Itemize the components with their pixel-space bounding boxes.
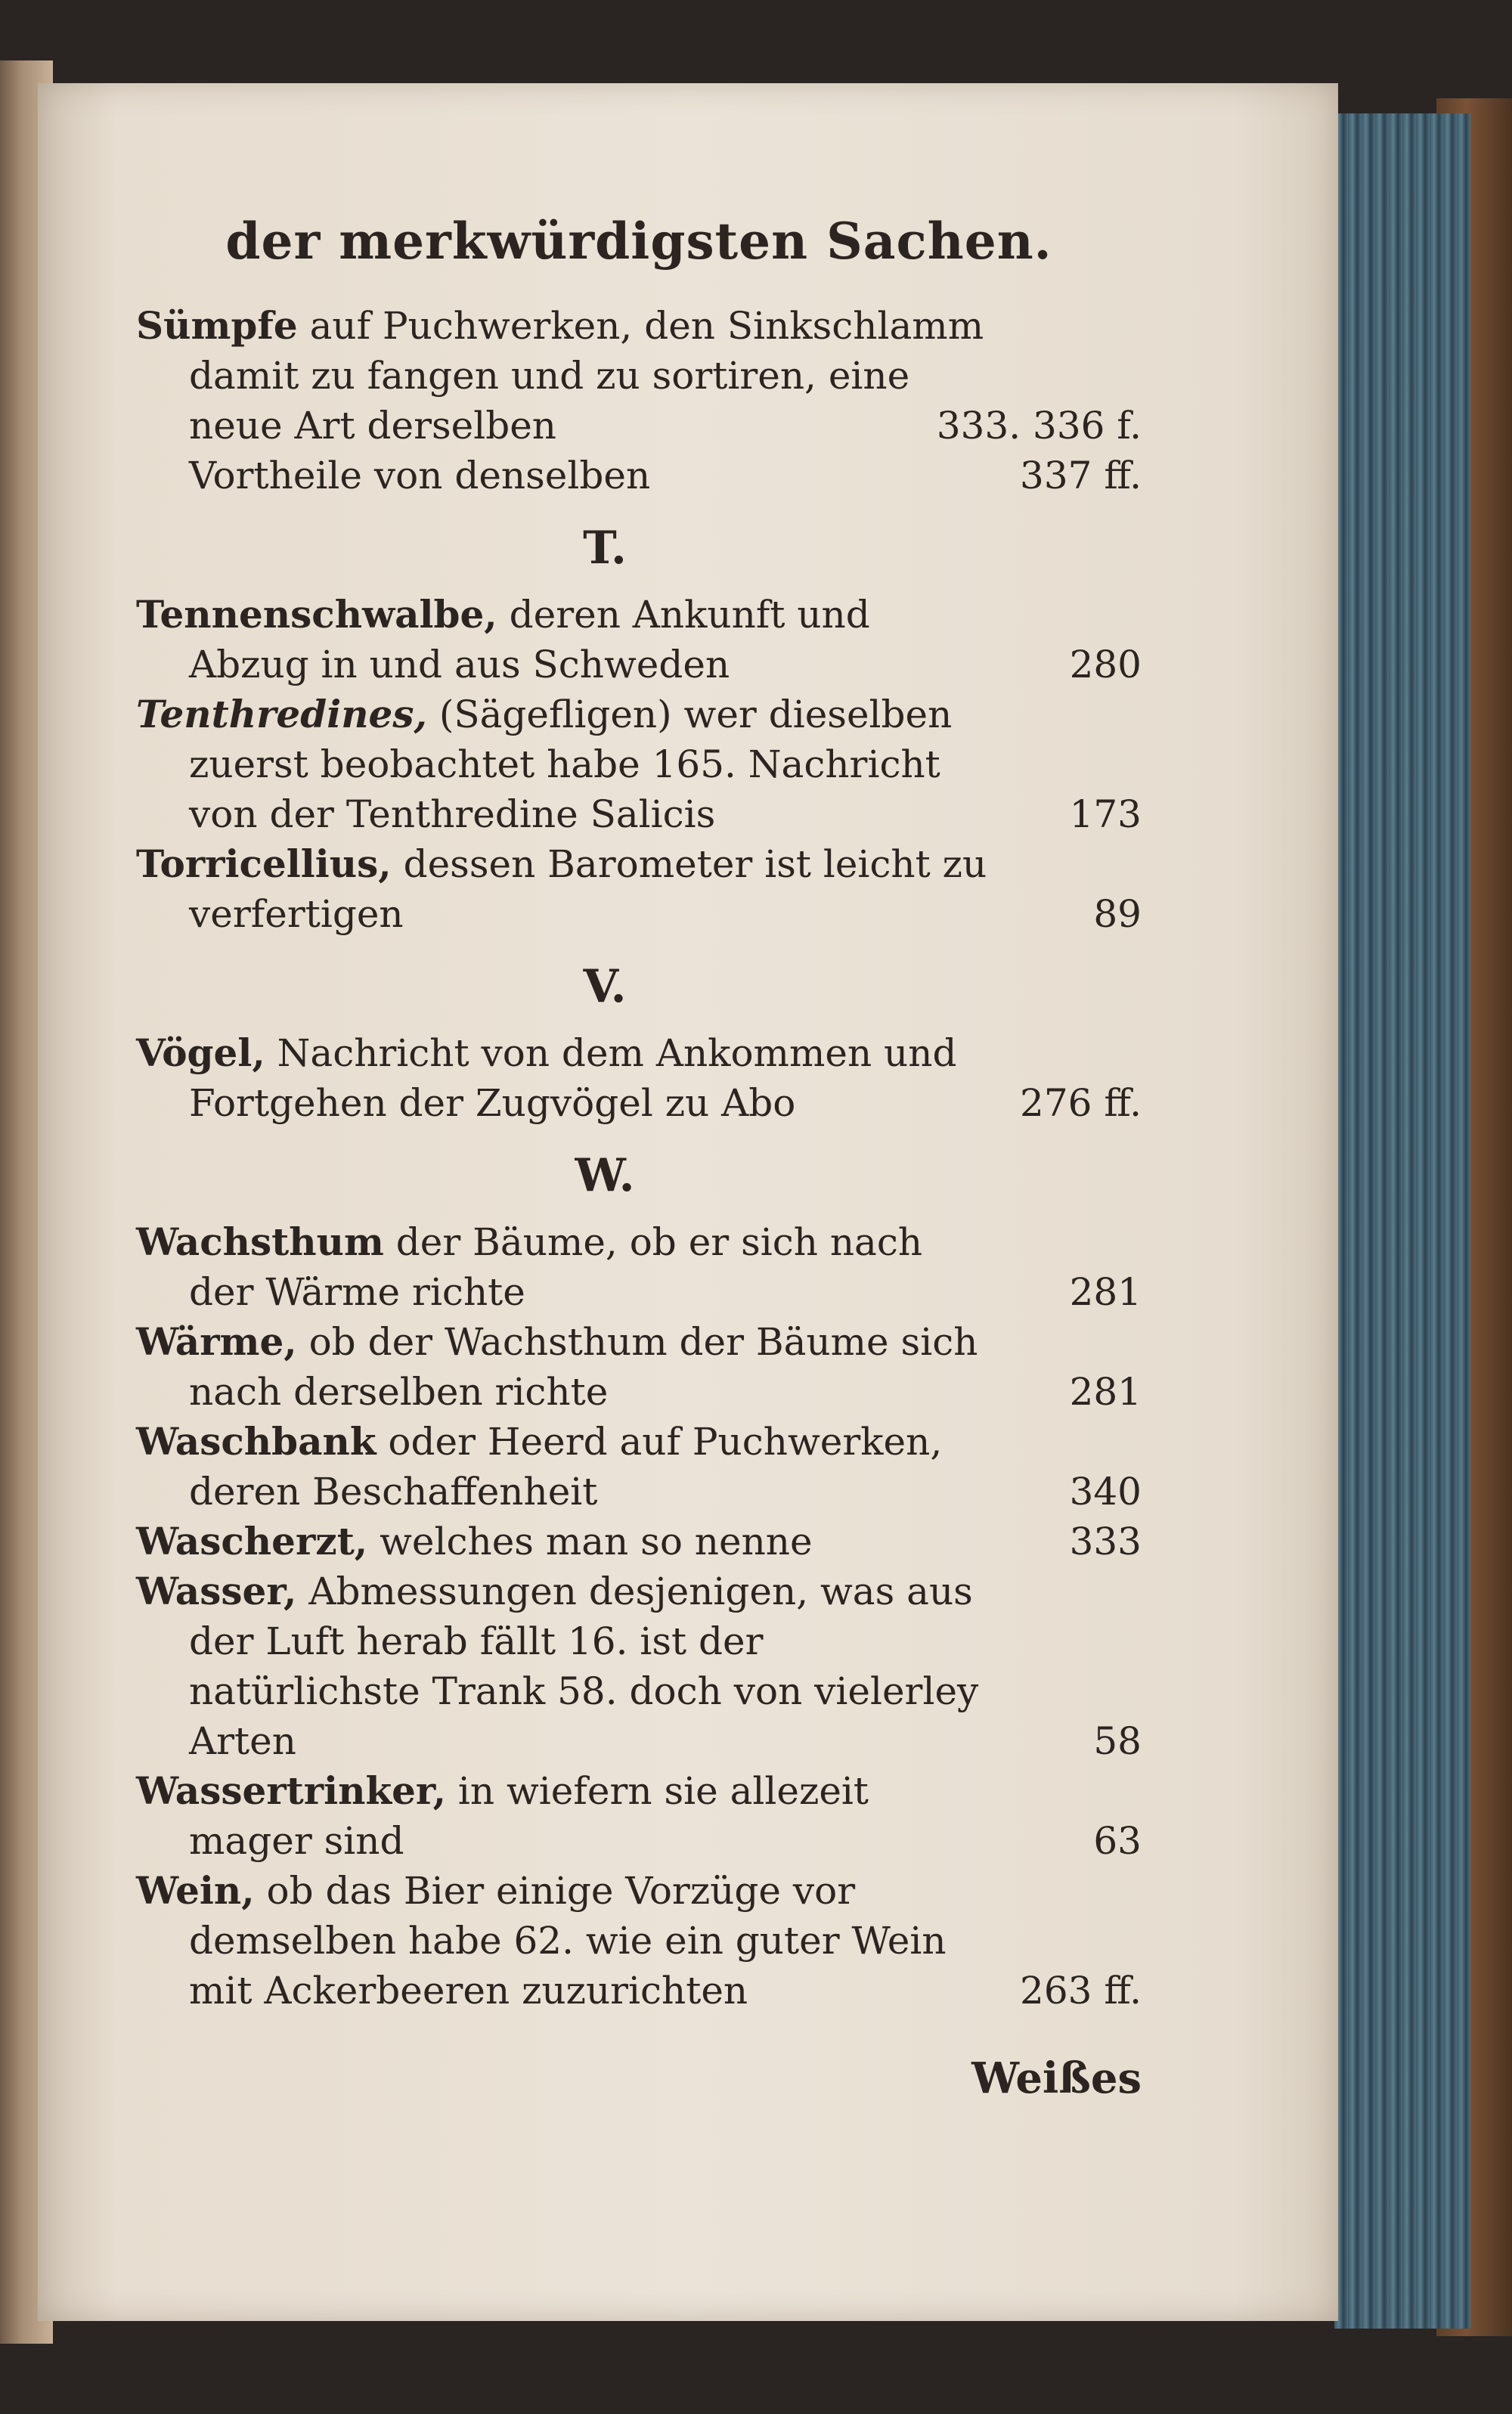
index-entry [136, 1566, 1142, 1766]
index-entry [136, 1317, 1142, 1417]
entry-term: Wärme, [136, 1319, 297, 1364]
entry-page: 173 [1069, 792, 1142, 836]
entry-term: Vögel, [136, 1030, 265, 1075]
index-entry [136, 1866, 1142, 2016]
entry-page: 340 [1069, 1470, 1142, 1514]
entry-term: Waschbank [136, 1419, 376, 1464]
section-letter-v: V. [583, 960, 627, 1013]
index-entry [136, 1417, 1142, 1517]
section-letter-t: T. [583, 522, 627, 575]
entry-term: Wascherzt, [136, 1519, 368, 1563]
index-entry [136, 1766, 1142, 1866]
entry-text: Vortheile von denselben [189, 454, 651, 497]
entry-page: 337 ff. [1020, 454, 1142, 497]
entry-term: Wachsthum [136, 1219, 384, 1264]
index-entry [136, 1517, 1142, 1566]
entry-term: Sümpfe [136, 303, 298, 348]
entry-text: in wiefern sie allezeit mager sind [189, 1769, 869, 1863]
entry-term: Tenthredines, [136, 692, 427, 736]
entry-text: auf Puchwerken, den Sinkschlamm damit zu fangen und zu sortiren, eine neue Art derselben [189, 304, 984, 448]
index-entry [136, 689, 1142, 839]
entry-text: welches man so nenne [380, 1520, 813, 1563]
entry-text: (Sägefligen) wer dieselben zuerst beobachtet habe 165. Nachricht von der Tenthredine Salicis [189, 693, 953, 836]
entry-page: 281 [1069, 1370, 1142, 1414]
index-entry [136, 301, 1142, 451]
entry-term: Wasser, [136, 1569, 297, 1613]
index-entry [136, 590, 1142, 689]
page-fore-edge [1334, 113, 1470, 2329]
entry-page: 276 ff. [1020, 1081, 1142, 1125]
section-letter-w: W. [575, 1149, 635, 1202]
entry-text: dessen Barometer ist leicht zu verfertigen [189, 842, 987, 936]
entry-text: Nachricht von dem Ankommen und Fortgehen der Zugvögel zu Abo [189, 1031, 957, 1125]
entry-page: 333 [1069, 1520, 1142, 1563]
running-head: der merkwürdigsten Sachen. [225, 212, 1052, 271]
entry-term: Tennenschwalbe, [136, 592, 497, 637]
entry-term: Torricellius, [136, 841, 392, 886]
entry-text: oder Heerd auf Puchwerken, deren Beschaffenheit [189, 1420, 943, 1514]
entry-term: Wassertrinker, [136, 1768, 447, 1813]
entry-text: ob der Wachsthum der Bäume sich nach derselben richte [189, 1320, 978, 1414]
entry-page: 263 ff. [1020, 1969, 1142, 2013]
index-text [136, 212, 1142, 2103]
index-entry [136, 451, 1142, 500]
entry-page: 333. 336 f. [936, 404, 1142, 448]
catchword: Weißes [971, 2053, 1142, 2103]
entry-page: 89 [1093, 892, 1142, 936]
entry-page: 280 [1069, 643, 1142, 686]
index-entry [136, 1217, 1142, 1317]
entry-page: 281 [1069, 1270, 1142, 1314]
entry-page: 58 [1093, 1719, 1142, 1763]
entry-text: der Bäume, ob er sich nach der Wärme richte [189, 1220, 923, 1314]
entry-text: ob das Bier einige Vorzüge vor demselben habe 62. wie ein guter Wein mit Ackerbeeren zuzurichten [189, 1869, 947, 2013]
entry-page: 63 [1093, 1819, 1142, 1863]
entry-text: deren Ankunft und Abzug in und aus Schweden [189, 593, 870, 686]
index-entry [136, 839, 1142, 939]
entry-term: Wein, [136, 1868, 255, 1913]
entry-text: Abmessungen desjenigen, was aus der Luft herab fällt 16. ist der natürlichste Trank 58. doch von vielerley Arten [189, 1570, 979, 1763]
index-entry [136, 1028, 1142, 1128]
